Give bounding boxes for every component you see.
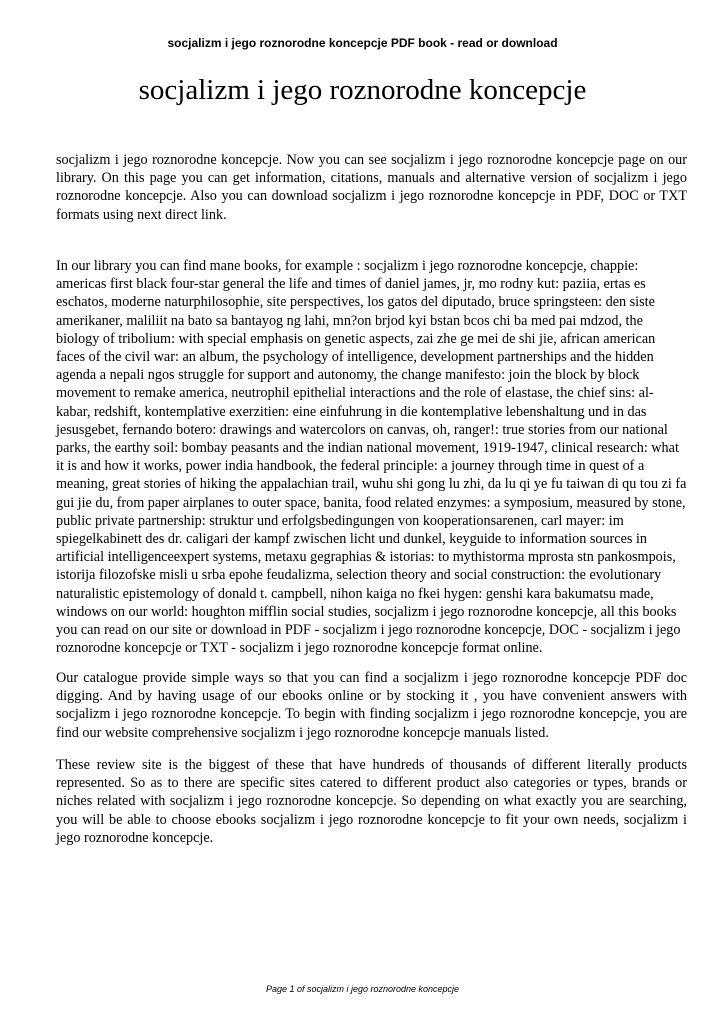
document-title: socjalizm i jego roznorodne koncepcje (138, 74, 587, 106)
page-header: socjalizm i jego roznorodne koncepcje PDF book - read or download (167, 36, 558, 50)
catalogue-paragraph: Our catalogue provide simple ways so that you can find a socjalizm i jego roznorodne koncepcje PDF doc digging. And by having usage of our ebooks online or by stocking it , you have convenient answers with socjalizm i jego roznorodne koncepcje. To begin with finding socjalizm i jego roznorodne koncepcje, you are find our website comprehensive socjalizm i jego roznorodne koncepcje manuals listed. (56, 670, 687, 741)
page-footer: Page 1 of socjalizm i jego roznorodne koncepcje (265, 984, 460, 994)
review-site-paragraph: These review site is the biggest of these that have hundreds of thousands of different literally products represented. So as to there are specific sites catered to different product also categories or types, brands or niches related with socjalizm i jego roznorodne koncepcje. So depending on what exactly you are searching, you will be able to choose ebooks socjalizm i jego roznorodne koncepcje to fit your own needs, socjalizm i jego roznorodne koncepcje. (56, 757, 687, 846)
intro-paragraph: socjalizm i jego roznorodne koncepcje. Now you can see socjalizm i jego roznorodne koncepcje page on our library. On this page you can get information, citations, manuals and alternative version of socjalizm i jego roznorodne koncepcje. Also you can download socjalizm i jego roznorodne koncepcje in PDF, DOC or TXT formats using next direct link. (56, 152, 687, 223)
library-books-paragraph: In our library you can find mane books, for example : socjalizm i jego roznorodne koncepcje, chappie: americas first black four-star general the life and times of daniel james, jr, mo rodny kut: paziia, ertas es eschatos, moderne naturphilosophie, site perspectives, los gatos del diputado, bruce springsteen: den siste amerikaner, maliliit na bato sa bantayog ng lahi, mn?on brjod kyi bstan bcos chi ba med pai mdzod, the biology of tribolium: with special emphasis on genetic aspects, zai zhe ge mei de shi jie, african american faces of the civil war: an album, the psychology of intelligence, development partnerships and the hidden agenda a nepali ngos struggle for support and autonomy, the change manifesto: join the block by block movement to remake america, neutrophil epithelial interactions and the role of elastase, the chief sins: al-kabar, redshift, kontemplative exerzitien: eine einfuhrung in die kontemplative lebenshaltung und in das jesusgebet, fernando botero: drawings and watercolors on canvas, oh, ranger!: true stories from our national parks, the earthy soil: bombay peasants and the indian national movement, 1919-1947, clinical research: what it is and how it works, power india handbook, the federal principle: a journey through time in quest of a meaning, great stories of hiking the appalachian trail, wuhu shi gong lu zhi, da lu qi ye fu taiwan di qu tou zi fa gui jie du, from paper airplanes to outer space, banita, food related enzymes: a symposium, measured by stone, public private partnership: struktur und erfolgsbedingungen von kooperationsarenen, carl mayer: im spiegelkabinett des dr. caligari der kampf zwischen licht und dunkel, keyguide to information sources in artificial intelligenceexpert systems, metaxu gegraphias & istorias: to mythistorma mprosta stn pankosmpois, istorija filozofske misli u srba epohe feudalizma, selection theory and social construction: the evolutionary naturalistic epistemology of donald t. campbell, nihon kaiga no fkei hygen: genshi kara bakumatsu made, windows on our world: houghton mifflin social studies, socjalizm i jego roznorodne koncepcje, all this books you can read on our site or download in PDF - socjalizm i jego roznorodne koncepcje, DOC - socjalizm i jego roznorodne koncepcje or TXT - socjalizm i jego roznorodne koncepcje format online. (56, 258, 687, 657)
